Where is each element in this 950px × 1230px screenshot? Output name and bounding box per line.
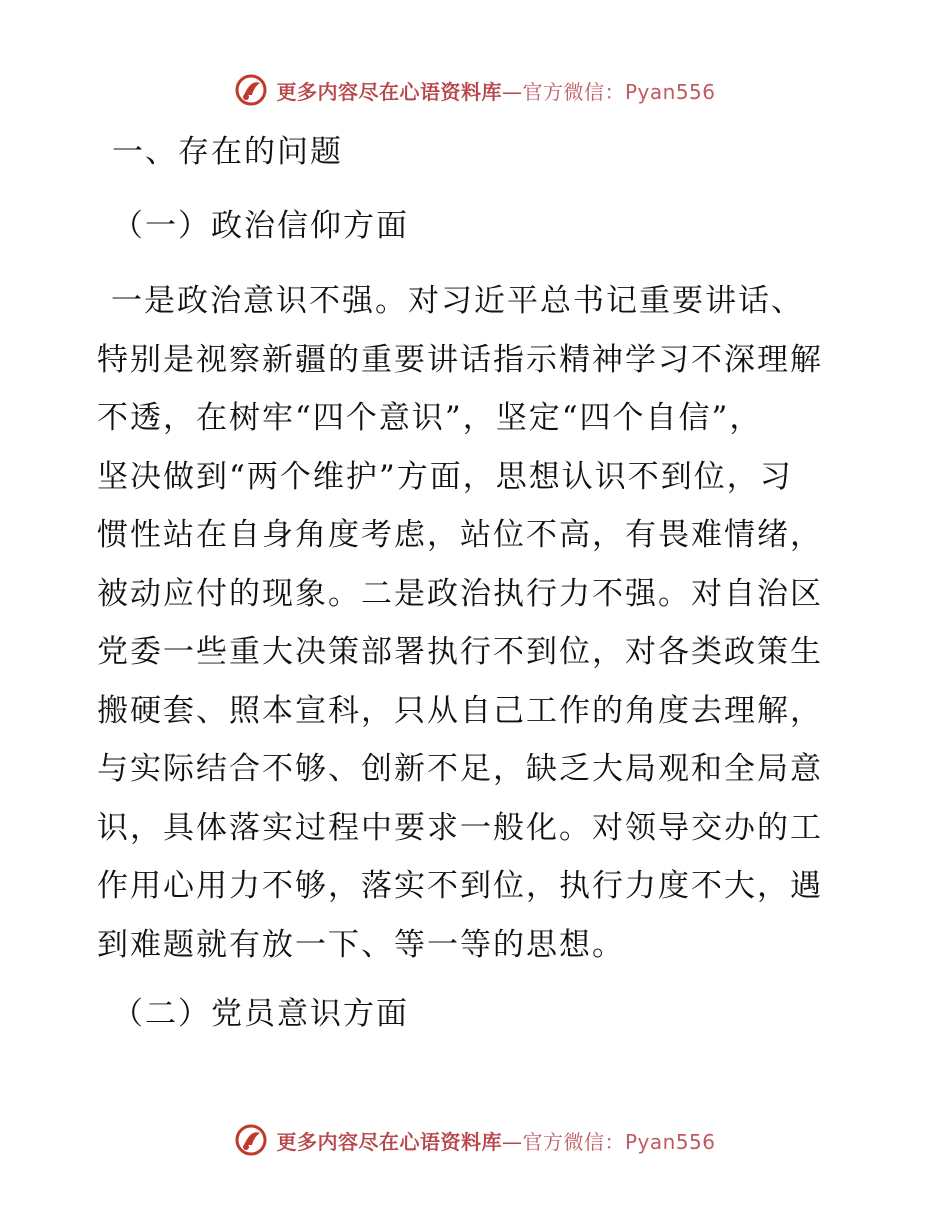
- watermark-main-text: 更多内容尽在心语资料库: [276, 1129, 502, 1154]
- paragraph-line: 坚决做到“两个维护”方面，思想认识不到位，习: [97, 458, 793, 495]
- watermark-wechat-label: 官方微信：: [522, 1129, 625, 1154]
- watermark-separator: —: [501, 79, 523, 104]
- subsection-title-political-belief: （一）政治信仰方面: [112, 208, 409, 244]
- watermark-separator: —: [501, 1129, 523, 1154]
- watermark-wechat-id: Pyan556: [624, 1129, 716, 1154]
- paragraph-line: 到难题就有放一下、等一等的思想。: [97, 926, 625, 963]
- paragraph-line: 搬硬套、照本宣科，只从自己工作的角度去理解，: [97, 692, 823, 729]
- logo-icon: [234, 1123, 268, 1157]
- logo-icon: [234, 73, 268, 107]
- paragraph-line: 不透，在树牢“四个意识”，坚定“四个自信”，: [97, 400, 763, 436]
- footer-watermark: [0, 1120, 950, 1160]
- paragraph-line: 识，具体落实过程中要求一般化。对领导交办的工: [97, 809, 823, 846]
- section-title: 一、存在的问题: [112, 134, 343, 170]
- paragraph-line: 特别是视察新疆的重要讲话指示精神学习不深理解: [97, 341, 823, 378]
- watermark-wechat-label: 官方微信：: [522, 79, 625, 104]
- paragraph-line: 作用心用力不够，落实不到位，执行力度不大，遇: [97, 868, 823, 904]
- paragraph-line: 被动应付的现象。二是政治执行力不强。对自治区: [97, 575, 823, 612]
- paragraph-line: 一是政治意识不强。对习近平总书记重要讲话、: [111, 283, 804, 319]
- paragraph-line: 与实际结合不够、创新不足，缺乏大局观和全局意: [97, 751, 823, 787]
- paragraph-line: 惯性站在自身角度考虑，站位不高，有畏难情绪，: [97, 517, 823, 553]
- subsection-title-party-awareness: （二）党员意识方面: [112, 996, 409, 1032]
- watermark-wechat-id: Pyan556: [624, 79, 716, 104]
- paragraph-line: 党委一些重大决策部署执行不到位，对各类政策生: [97, 634, 823, 670]
- watermark-main-text: 更多内容尽在心语资料库: [276, 79, 502, 104]
- header-watermark: [0, 70, 950, 110]
- body-paragraph: [97, 272, 857, 974]
